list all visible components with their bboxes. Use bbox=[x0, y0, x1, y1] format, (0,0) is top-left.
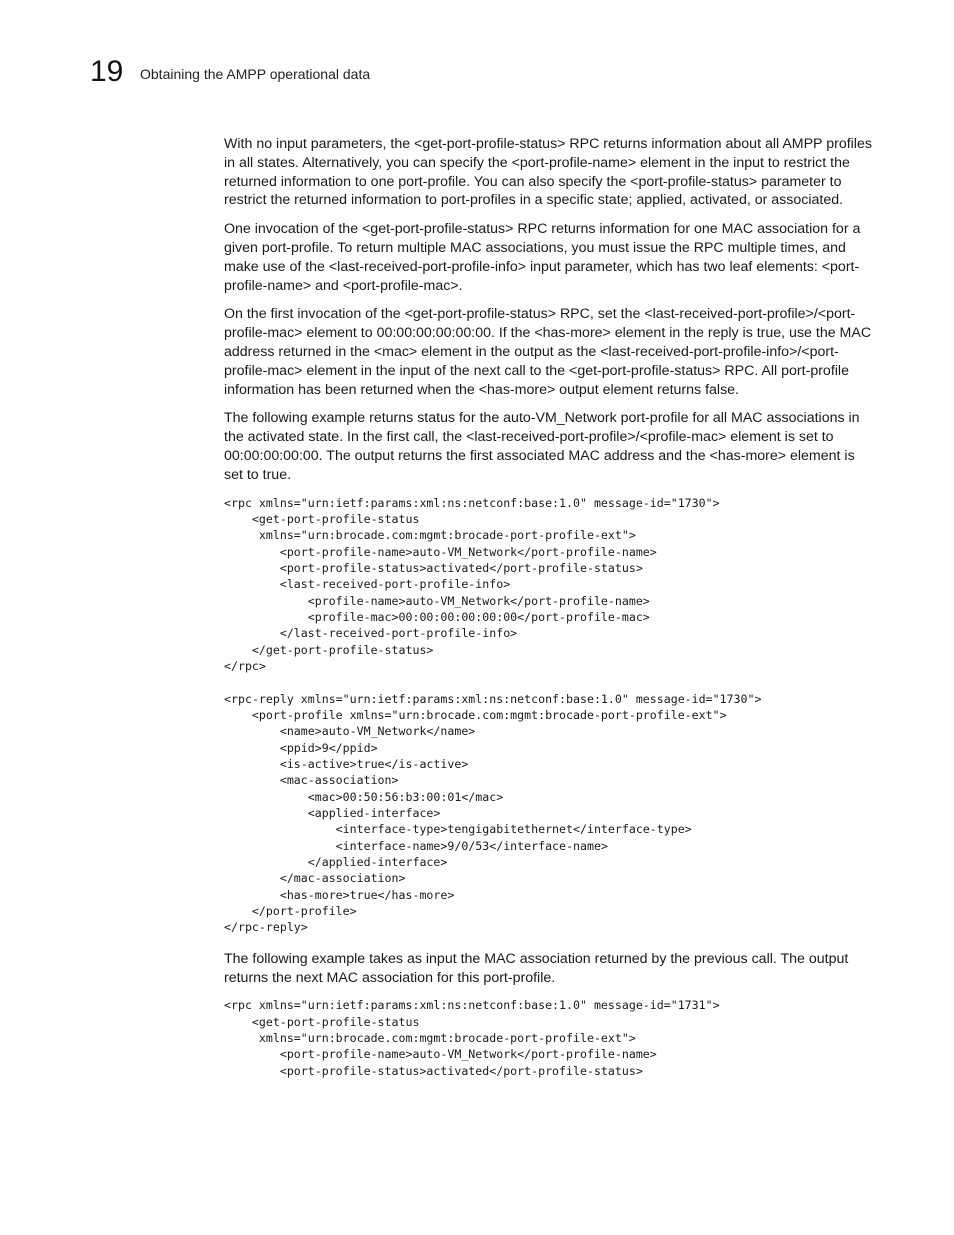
paragraph-first-invocation: On the first invocation of the <get-port-profile-status> RPC, set the <last-received-port-profile>/<port-profile-mac> element to 00:00:00:00:00:00. If the <has-more> element in the reply is true, use the MAC address returned in the <mac> element in the output as the <last-received-port-profile-info>/<port-profile-mac> element in the input of the next call to the <get-port-profile-status> RPC. All port-profile information has been returned when the <has-more> output element returns false. bbox=[224, 306, 872, 398]
chapter-number: 19 bbox=[90, 55, 124, 88]
page-body bbox=[224, 135, 874, 1093]
code-line: <profile-mac>00:00:00:00:00:00</port-profile-mac> bbox=[224, 609, 650, 624]
code-line: <is-active>true</is-active> bbox=[224, 757, 469, 772]
code-line: </applied-interface> bbox=[224, 855, 448, 870]
code-line: <profile-name>auto-VM_Network</port-profile-name> bbox=[224, 593, 650, 608]
code-line: <get-port-profile-status bbox=[224, 1014, 420, 1029]
code-line: <ppid>9</ppid> bbox=[224, 740, 378, 755]
code-line: <rpc-reply xmlns="urn:ietf:params:xml:ns:netconf:base:1.0" message-id="1730"> bbox=[224, 691, 762, 706]
code-line: </get-port-profile-status> bbox=[224, 642, 434, 657]
code-line: <mac-association> bbox=[224, 773, 399, 788]
code-line: <port-profile xmlns="urn:brocade.com:mgmt:brocade-port-profile-ext"> bbox=[224, 708, 727, 723]
code-line bbox=[224, 674, 874, 690]
code-line: <name>auto-VM_Network</name> bbox=[224, 724, 476, 739]
chapter-title: Obtaining the AMPP operational data bbox=[140, 66, 371, 82]
code-line: <mac>00:50:56:b3:00:01</mac> bbox=[224, 789, 504, 804]
code-line: <interface-name>9/0/53</interface-name> bbox=[224, 838, 608, 853]
code-line: <rpc xmlns="urn:ietf:params:xml:ns:netconf:base:1.0" message-id="1730"> bbox=[224, 495, 720, 510]
paragraph-example-2: The following example takes as input the MAC association returned by the previous call. The output returns the next MAC association for this port-profile. bbox=[224, 950, 849, 986]
code-block-first-call bbox=[224, 495, 874, 936]
code-line: <port-profile-status>activated</port-profile-status> bbox=[224, 1063, 643, 1078]
code-line: </rpc> bbox=[224, 658, 266, 673]
code-line: <port-profile-status>activated</port-profile-status> bbox=[224, 560, 643, 575]
code-line: <interface-type>tengigabitethernet</interface-type> bbox=[224, 822, 692, 837]
paragraph-intro: With no input parameters, the <get-port-profile-status> RPC returns information about all AMPP profiles in all states. Alternatively, you can specify the <port-profile-name> element in the input to restrict the returned information to one port-profile. You can also specify the <port-profile-status> parameter to restrict the returned information to port-profiles in a specific state; applied, activated, or associated. bbox=[224, 136, 872, 209]
paragraph-example-1: The following example returns status for the auto-VM_Network port-profile for all MAC associations in the activated state. In the first call, the <last-received-port-profile>/<profile-mac> element is set to 00:00:00:00:00. The output returns the first associated MAC address and the <has-more> element is set to true. bbox=[224, 410, 860, 483]
code-line: </mac-association> bbox=[224, 871, 406, 886]
code-line: <port-profile-name>auto-VM_Network</port-profile-name> bbox=[224, 544, 657, 559]
code-line: <port-profile-name>auto-VM_Network</port-profile-name> bbox=[224, 1047, 657, 1062]
code-line: <rpc xmlns="urn:ietf:params:xml:ns:netconf:base:1.0" message-id="1731"> bbox=[224, 998, 720, 1013]
code-line: <applied-interface> bbox=[224, 806, 441, 821]
code-block-second-call bbox=[224, 997, 874, 1079]
code-line: <has-more>true</has-more> bbox=[224, 887, 455, 902]
code-line: xmlns="urn:brocade.com:mgmt:brocade-port-profile-ext"> bbox=[224, 1031, 636, 1046]
code-line: <get-port-profile-status bbox=[224, 511, 420, 526]
code-line: </last-received-port-profile-info> bbox=[224, 626, 518, 641]
code-line: xmlns="urn:brocade.com:mgmt:brocade-port-profile-ext"> bbox=[224, 528, 636, 543]
code-line: <last-received-port-profile-info> bbox=[224, 577, 511, 592]
code-line: </rpc-reply> bbox=[224, 920, 308, 935]
code-line: </port-profile> bbox=[224, 904, 357, 919]
paragraph-invocation: One invocation of the <get-port-profile-status> RPC returns information for one MAC association for a given port-profile. To return multiple MAC associations, you must issue the RPC multiple times, and make use of the <last-received-port-profile-info> input parameter, which has two leaf elements: <port-profile-name> and <port-profile-mac>. bbox=[224, 221, 861, 294]
